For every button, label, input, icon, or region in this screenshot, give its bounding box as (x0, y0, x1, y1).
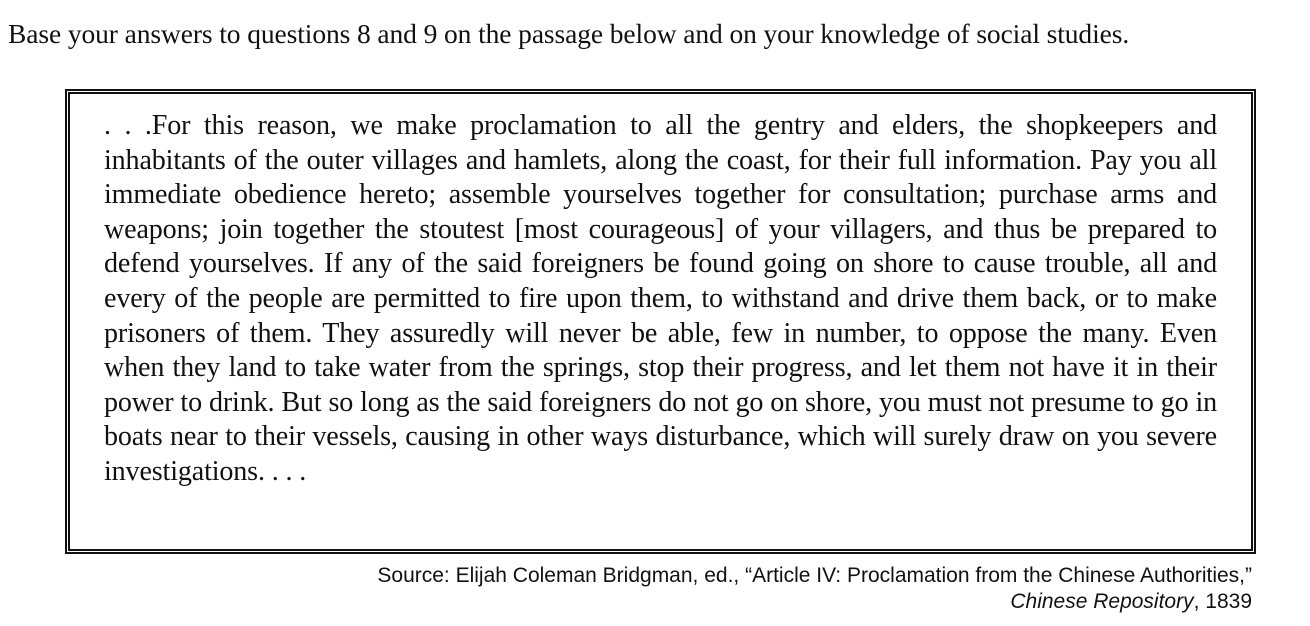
source-publication-line (377, 589, 1252, 615)
passage-text: . . .For this reason, we make proclamation to all the gentry and elders, the shopkeepers and inhabitants of the outer villages and hamlets, along the coast, for their full information. Pay you all immediate obedience hereto; assemble yourselves together for consultation; purchase arms and weapons; join together the stoutest [most courageous] of your villagers, and thus be prepared to defend yourselves. If any of the said foreigners be found going on shore to cause trouble, all and every of the people are permitted to fire upon them, to withstand and drive them back, or to make prisoners of them. They assuredly will never be able, few in number, to oppose the many. Even when they land to take water from the springs, stop their progress, and let them not have it in their power to drink. But so long as the said foreigners do not go on shore, you must not presume to go in boats near to their vessels, causing in other ways disturbance, which will surely draw on you severe investigations. . . . (104, 110, 1217, 487)
source-citation (377, 563, 1252, 615)
question-instructions: Base your answers to questions 8 and 9 on the passage below and on your knowledge of social studies. (8, 18, 1130, 49)
source-work-title: Chinese Repository (1010, 590, 1194, 613)
source-citation-line: Source: Elijah Coleman Bridgman, ed., “Article IV: Proclamation from the Chinese Authorities,” (377, 564, 1252, 587)
source-year: , 1839 (1193, 590, 1252, 613)
